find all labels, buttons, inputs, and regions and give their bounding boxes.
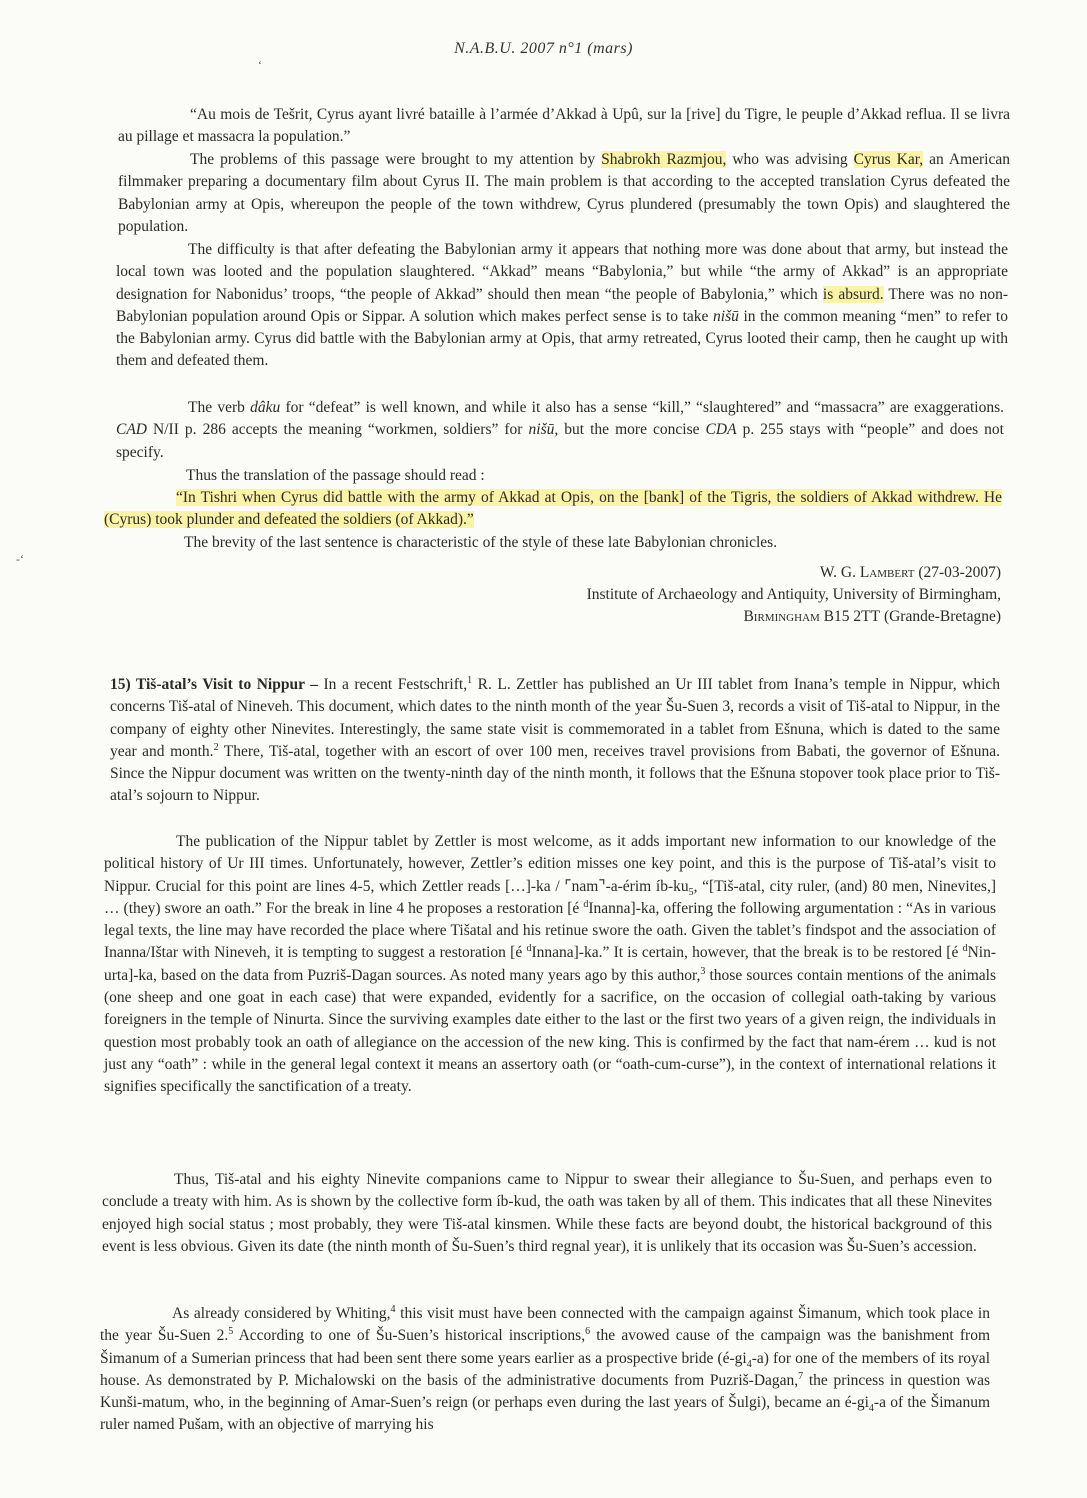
author-date: (27-03-2007) bbox=[918, 564, 1001, 581]
signature-block bbox=[587, 562, 1001, 628]
section-15-thus: Thus, Tiš-atal and his eighty Ninevite companions came to Nippur to swear their allegiance to Šu-Suen, and perhaps even to conclude a treaty with him. As is shown by the collective form íb-kud, the oath was taken by all of them. This indicates that all these Ninevites enjoyed high social status ; most probably, they were Tiš-atal kinsmen. While these facts are beyond doubt, the historical background of this event is less obvious. Given its date (the ninth month of Šu-Suen’s third regnal year), it is unlikely that its occasion was Šu-Suen’s accession. bbox=[102, 1171, 992, 1255]
section-15-publication: The publication of the Nippur tablet by Zettler is most welcome, as it adds important new information to our knowledge of the political history of Ur III times. Unfortunately, however, Zettler’s edition misses one key point, and this is the purpose of Tiš-atal’s visit to Nippur. Crucial for this point are lines 4-5, which Zettler reads […]-ka / ⌜nam⌝-a-érim $íb-ku_5$, “[Tiš-atal, city ruler, (and) 80 men, Ninevites,] … (they) swore an oath.” For the break in line 4 he proposes a restoration [é $^d$Inanna]-ka, offering the following argumentation : “As in various legal texts, the line may have recorded the place where Tišatal and his retinue swore the oath. Given the tablet’s findspot and the association of Inanna/Ištar with Nineveh, it is tempting to suggest a restoration [é $^d$Innana]-ka.” It is certain, however, that the break is to be restored [é $^d$Nin-urta]-ka, based on the data from Puzriš-Dagan sources. As noted many years ago by this author,$^3$ those sources contain mentions of the animals (one sheep and one goat in each case) that were expanded, evidently for a sacrifice, on the occasion of collegial oath-taking by various foreigners in the temple of Ninurta. Since the surviving examples date either to the last or the first two years of a given reign, the individuals in question most probably took an oath of allegiance on the accession of the new king. This is confirmed by the fact that nam-érem … kud is not just any “oath” : while in the general legal context it means an assertory oath (or “oath-cum-curse”), in the context of international relations it signifies specifically the sanctification of a treaty. bbox=[104, 833, 996, 1096]
translation-quote bbox=[104, 487, 1002, 532]
author-institute: Institute of Archaeology and Antiquity, University of Birmingham, bbox=[586, 586, 1001, 603]
scan-mark: -‘ bbox=[16, 552, 24, 566]
highlight: Cyrus Kar, bbox=[853, 151, 924, 168]
paragraph-difficulty: The difficulty is that after defeating the Babylonian army it appears that nothing more was done about that army, but instead the local town was looted and the population slaughtered. “Akkad” means “Babylonia,” but while “the army of Akkad” is an appropriate designation for Nabonidus’ troops, “the people of Akkad” should then mean “the people of Babylonia,” which is absurd. There was no non-Babylonian population around Opis or Sippar. A solution which makes perfect sense is to take nišū in the common meaning “men” to refer to the Babylonian army. Cyrus did battle with the Babylonian army at Opis, that army retreated, Cyrus looted their camp, then he caught up with them and defeated them. bbox=[116, 241, 1008, 370]
paragraph-verb: The verb dâku for “defeat” is well known, and while it also has a sense “kill,” “slaughtered” and “massacra” are exaggerations. CAD N/II p. 286 accepts the meaning “workmen, soldiers” for nišū, but the more concise CDA p. 255 stays with “people” and does not specify. bbox=[116, 399, 1004, 461]
author-name: W. G. Lambert bbox=[819, 564, 915, 581]
author-city: Birmingham B15 2TT bbox=[743, 608, 881, 625]
scan-mark: ‘ bbox=[258, 58, 262, 72]
paragraph-problem: The problems of this passage were brought to my attention by Shabrokh Razmjou, who was advising Cyrus Kar, an American filmmaker preparing a documentary film about Cyrus II. The main problem is that according to the accepted translation Cyrus defeated the Babylonian army at Opis, whereupon the people of the town withdrew, Cyrus plundered (presumably the town Opis) and slaughtered the population. bbox=[118, 151, 1010, 235]
section-title: 15) Tiš-atal’s Visit to Nippur – bbox=[110, 676, 318, 693]
journal-header: N.A.B.U. 2007 n°1 (mars) bbox=[454, 40, 633, 57]
paragraph-thus: Thus the translation of the passage should read : bbox=[186, 467, 485, 484]
paragraph-brevity: The brevity of the last sentence is characteristic of the style of these late Babylonian chronicles. bbox=[184, 534, 778, 551]
author-country: (Grande-Bretagne) bbox=[883, 608, 1001, 625]
highlight: is absurd. bbox=[822, 285, 884, 303]
section-15-intro: 15) Tiš-atal’s Visit to Nippur – In a recent Festschrift,$^1$ R. L. Zettler has published an Ur III tablet from Inana’s temple in Nippur, which concerns Tiš-atal of Nineveh. This document, which dates to the ninth month of the year Šu-Suen 3, records a visit of Tiš-atal to Nippur, in the company of eighty other Ninevites. Interestingly, the same state visit is commemorated in a tablet from Ešnuna, which is dated to the same year and month.$^2$ There, Tiš-atal, together with an escort of over 100 men, receives travel provisions from Babati, the governor of Ešnuna. Since the Nippur document was written on the twenty-ninth day of the ninth month, it follows that the Ešnuna stopover took place prior to Tiš-atal’s sojourn to Nippur. bbox=[110, 674, 1000, 805]
highlight: Shabrokh Razmjou, bbox=[601, 151, 727, 168]
highlight: “In Tishri when Cyrus did battle with the army of Akkad at Opis, on the [bank] of the Tigris, the soldiers of Akkad withdrew. He (Cyrus) took plunder and defeated the soldiers (of Akkad).” bbox=[104, 489, 1002, 529]
section-15-whiting: As already considered by Whiting,$^4$ this visit must have been connected with the campaign against Šimanum, which took place in the year Šu-Suen 2.$^5$ According to one of Šu-Suen’s historical inscriptions,$^6$ the avowed cause of the campaign was the banishment from Šimanum of a Sumerian princess that had been sent there some years earlier as a prospective bride $(é-gi_4-a)$ for one of the members of its royal house. As demonstrated by P. Michalowski on the basis of the administrative documents from Puzriš-Dagan,$^7$ the princess in question was Kunši-matum, who, in the beginning of Amar-Suen’s reign (or perhaps even during the last years of Šulgi), became an $é-gi_4-a$ of the Šimanum ruler named Pušam, with an objective of marrying his bbox=[100, 1303, 991, 1434]
french-quote: “Au mois de Tešrit, Cyrus ayant livré bataille à l’armée d’Akkad à Upû, sur la [rive] du Tigre, le peuple d’Akkad reflua. Il se livra au pillage et massacra la population.” bbox=[118, 106, 1010, 146]
